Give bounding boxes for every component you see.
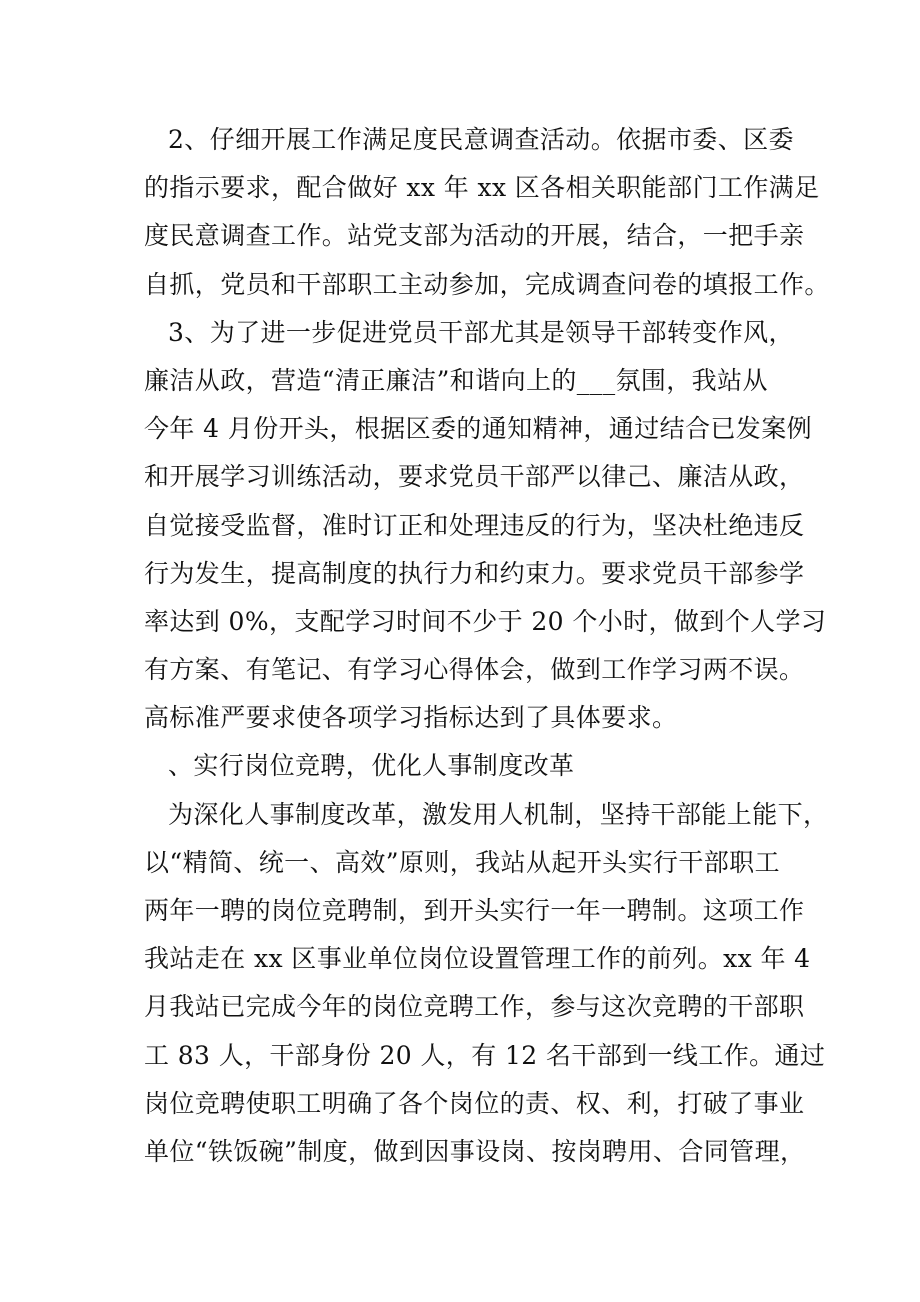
paragraph-line: 我站走在 xx 区事业单位岗位设置管理工作的前列。xx 年 4	[144, 944, 811, 974]
paragraph-line: 单位“铁饭碗”制度，做到因事设岗、按岗聘用、合同管理，	[144, 1136, 806, 1166]
paragraph-line: 高标准严要求使各项学习指标达到了具体要求。	[144, 703, 678, 733]
paragraph-line: 廉洁从政，营造“清正廉洁”和谐向上的___氛围，我站从	[144, 365, 768, 395]
paragraph-line: 3、为了进一步促进党员干部尤其是领导干部转变作风，	[168, 317, 794, 347]
paragraph-line: 度民意调查工作。站党支部为活动的开展，结合，一把手亲	[144, 221, 805, 251]
paragraph-line: 有方案、有笔记、有学习心得体会，做到工作学习两不误。	[144, 655, 805, 685]
paragraph-line: 工 83 人，干部身份 20 人，有 12 名干部到一线工作。通过	[144, 1040, 826, 1070]
paragraph-line: 今年 4 月份开头，根据区委的通知精神，通过结合已发案例	[144, 414, 813, 444]
paragraph-line: 以“精简、统一、高效”原则，我站从起开头实行干部职工	[144, 847, 780, 877]
paragraph-line: 自觉接受监督，准时订正和处理违反的行为，坚决杜绝违反	[144, 510, 805, 540]
paragraph-line: 为深化人事制度改革，激发用人机制，坚持干部能上能下，	[168, 799, 829, 829]
paragraph-line: 岗位竞聘使职工明确了各个岗位的责、权、利，打破了事业	[144, 1088, 805, 1118]
paragraph-line: 两年一聘的岗位竞聘制，到开头实行一年一聘制。这项工作	[144, 896, 805, 925]
section-heading: 、实行岗位竞聘，优化人事制度改革	[168, 751, 575, 781]
paragraph-line: 行为发生，提高制度的执行力和约束力。要求党员干部参学	[144, 558, 805, 588]
paragraph-line: 月我站已完成今年的岗位竞聘工作，参与这次竞聘的干部职	[144, 992, 805, 1022]
document-body	[144, 116, 830, 1176]
paragraph-line: 和开展学习训练活动，要求党员干部严以律己、廉洁从政，	[144, 462, 805, 492]
paragraph-line: 2、仔细开展工作满足度民意调查活动。依据市委、区委	[168, 125, 794, 154]
paragraph-line: 的指示要求，配合做好 xx 年 xx 区各相关职能部门工作满足	[144, 173, 820, 203]
paragraph-line: 自抓，党员和干部职工主动参加，完成调查问卷的填报工作。	[144, 269, 830, 299]
paragraph-line: 率达到 0%，支配学习时间不少于 20 个小时，做到个人学习	[144, 606, 827, 636]
